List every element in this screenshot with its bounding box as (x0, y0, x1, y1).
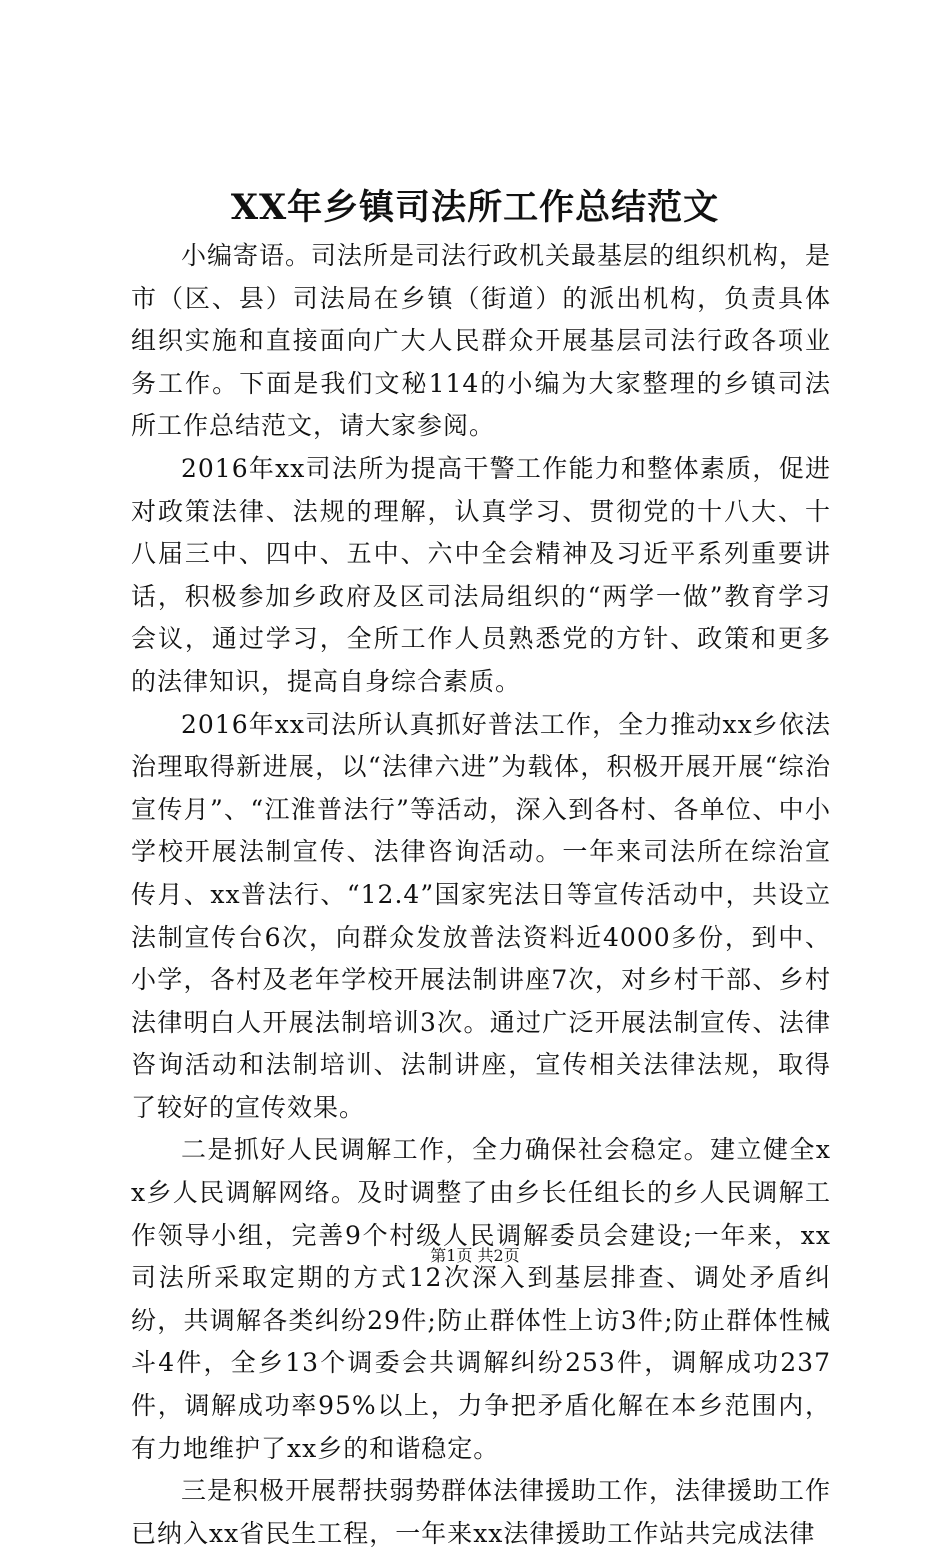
paragraph-legal-aid: 三是积极开展帮扶弱势群体法律援助工作，法律援助工作已纳入xx省民生工程，一年来xx法律援助工作站共完成法律 (131, 1476, 832, 1548)
page-footer: 第1页 共2页 (430, 1246, 520, 1265)
paragraph-intro: 小编寄语。司法所是司法行政机关最基层的组织机构，是市（区、县）司法局在乡镇（街道）的派出机构，负责具体组织实施和直接面向广大人民群众开展基层司法行政各项业务工作。下面是我们文秘114的小编为大家整理的乡镇司法所工作总结范文，请大家参阅。 (131, 241, 832, 441)
paragraph-mediation: 二是抓好人民调解工作，全力确保社会稳定。建立健全xx乡人民调解网络。及时调整了由乡长任组长的乡人民调解工作领导小组，完善9个村级人民调解委员会建设;一年来，xx司法所采取定期的方式12次深入到基层排查、调处矛盾纠纷，共调解各类纠纷29件;防止群体性上访3件;防止群体性械斗4件，全乡13个调委会共调解纠纷253件，调解成功237件，调解成功率95%以上，力争把矛盾化解在本乡范围内，有力地维护了xx乡的和谐稳定。 (131, 1135, 831, 1463)
document-body (131, 235, 831, 1555)
document-title: XX年乡镇司法所工作总结范文 (230, 187, 720, 228)
paragraph-legal-education: 2016年xx司法所认真抓好普法工作，全力推动xx乡依法治理取得新进展，以“法律六进”为载体，积极开展开展“综治宣传月”、“江淮普法行”等活动，深入到各村、各单位、中小学校开展法制宣传、法律咨询活动。一年来司法所在综治宣传月、xx普法行、“12.4”国家宪法日等宣传活动中，共设立法制宣传台6次，向群众发放普法资料近4000多份，到中、小学，各村及老年学校开展法制讲座7次，对乡村干部、乡村法律明白人开展法制培训3次。通过广泛开展法制宣传、法律咨询活动和法制培训、法制讲座，宣传相关法律法规，取得了较好的宣传效果。 (131, 709, 831, 1122)
paragraph-study: 2016年xx司法所为提高干警工作能力和整体素质，促进对政策法律、法规的理解，认真学习、贯彻党的十八大、十八届三中、四中、五中、六中全会精神及习近平系列重要讲话，积极参加乡政府及区司法局组织的“两学一做”教育学习会议，通过学习，全所工作人员熟悉党的方针、政策和更多的法律知识，提高自身综合素质。 (131, 453, 831, 696)
